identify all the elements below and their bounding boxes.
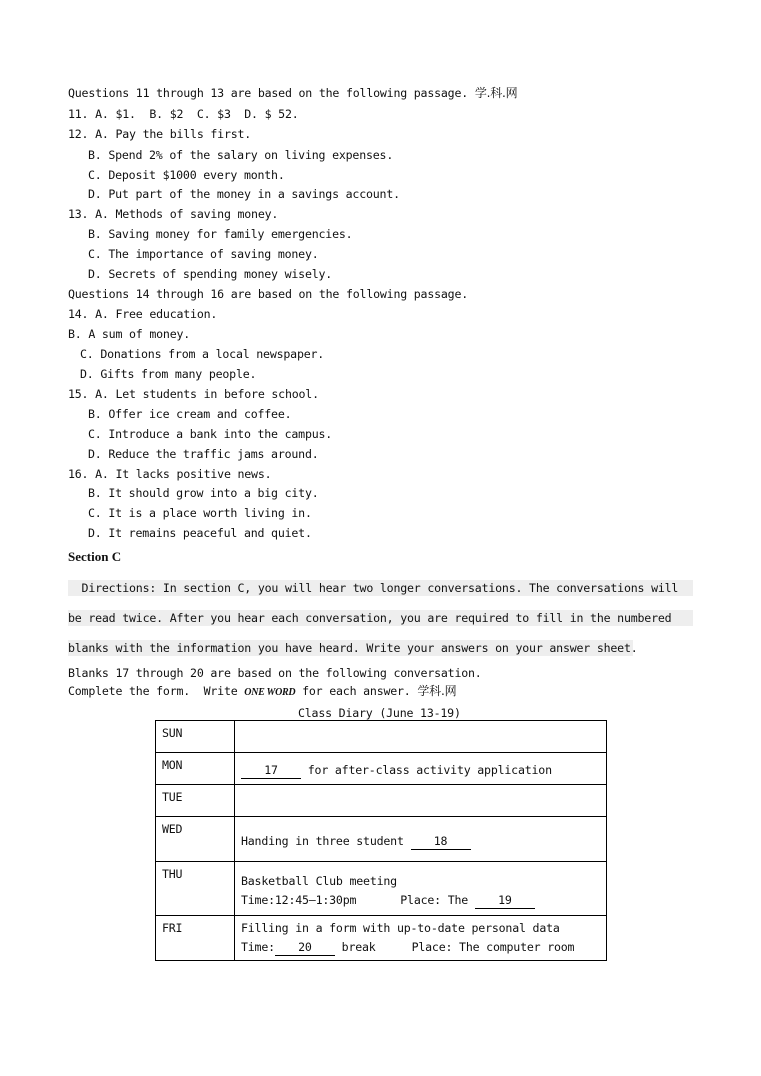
q13-d: D. Secrets of spending money wisely.	[88, 267, 333, 281]
q11: 11. A. $1. B. $2 C. $3 D. $ 52.	[68, 107, 299, 121]
blank-17[interactable]: 17	[241, 763, 301, 779]
q16-c: C. It is a place worth living in.	[88, 506, 312, 520]
q15-a: 15. A. Let students in before school.	[68, 387, 319, 401]
blank-20[interactable]: 20	[275, 940, 335, 956]
intro-17-20: Blanks 17 through 20 are based on the following conversation.	[68, 666, 482, 680]
q12-c: C. Deposit $1000 every month.	[88, 168, 285, 182]
day-cell: FRI	[156, 916, 235, 961]
club-meeting-line: Basketball Club meeting	[241, 874, 397, 888]
table-row	[156, 817, 607, 862]
class-diary-table	[155, 720, 607, 961]
day-cell: SUN	[156, 721, 235, 753]
q13-c: C. The importance of saving money.	[88, 247, 319, 261]
q15-c: C. Introduce a bank into the campus.	[88, 427, 333, 441]
form-line: Filling in a form with up-to-date personal data	[241, 921, 560, 935]
watermark: 学.科.网	[474, 86, 518, 100]
day-cell: THU	[156, 862, 235, 916]
blank-18[interactable]: 18	[411, 834, 471, 850]
table-row	[156, 721, 607, 753]
table-row	[156, 862, 607, 916]
q16-b: B. It should grow into a big city.	[88, 486, 319, 500]
watermark: 学科.网	[417, 684, 457, 698]
table-row	[156, 916, 607, 961]
entry-cell	[235, 916, 607, 961]
entry-cell	[235, 785, 607, 817]
table-row	[156, 753, 607, 785]
entry-cell: Handing in three student 18	[235, 817, 607, 862]
day-cell: TUE	[156, 785, 235, 817]
q12-b: B. Spend 2% of the salary on living expenses.	[88, 148, 394, 162]
q13-a: 13. A. Methods of saving money.	[68, 207, 279, 221]
directions-line-3: blanks with the information you have heard. Write your answers on your answer sheet.	[68, 641, 638, 655]
time-place-line: Time: 20 break Place: The computer room	[241, 940, 575, 954]
entry-cell	[235, 721, 607, 753]
q15-b: B. Offer ice cream and coffee.	[88, 407, 292, 421]
q15-d: D. Reduce the traffic jams around.	[88, 447, 319, 461]
complete-form-instruction: Complete the form. Write ONE WORD for each answer. 学科.网	[68, 684, 457, 698]
q14-c: C. Donations from a local newspaper.	[80, 347, 325, 361]
q14-b: B. A sum of money.	[68, 327, 191, 341]
q12-a: 12. A. Pay the bills first.	[68, 127, 252, 141]
diary-caption: Class Diary (June 13-19)	[298, 706, 461, 720]
q16-a: 16. A. It lacks positive news.	[68, 467, 272, 481]
q14-a: 14. A. Free education.	[68, 307, 218, 321]
intro-11-13: Questions 11 through 13 are based on the following passage. 学.科.网	[68, 86, 518, 100]
q13-b: B. Saving money for family emergencies.	[88, 227, 353, 241]
day-cell: MON	[156, 753, 235, 785]
q16-d: D. It remains peaceful and quiet.	[88, 526, 312, 540]
one-word-emphasis: ONE WORD	[244, 687, 296, 698]
q12-d: D. Put part of the money in a savings account.	[88, 187, 400, 201]
day-cell: WED	[156, 817, 235, 862]
directions-line-1: Directions: In section C, you will hear two longer conversations. The conversations will	[68, 580, 693, 596]
blank-19[interactable]: 19	[475, 893, 535, 909]
entry-cell	[235, 862, 607, 916]
directions-line-2: be read twice. After you hear each conversation, you are required to fill in the numbered	[68, 610, 693, 626]
time-place-line: Time:12:45—1:30pm Place: The 19	[241, 891, 600, 910]
q14-d: D. Gifts from many people.	[80, 367, 257, 381]
intro-14-16: Questions 14 through 16 are based on the following passage.	[68, 287, 469, 301]
section-c-title: Section C	[68, 549, 122, 564]
table-row	[156, 785, 607, 817]
entry-cell: 17 for after-class activity application	[235, 753, 607, 785]
